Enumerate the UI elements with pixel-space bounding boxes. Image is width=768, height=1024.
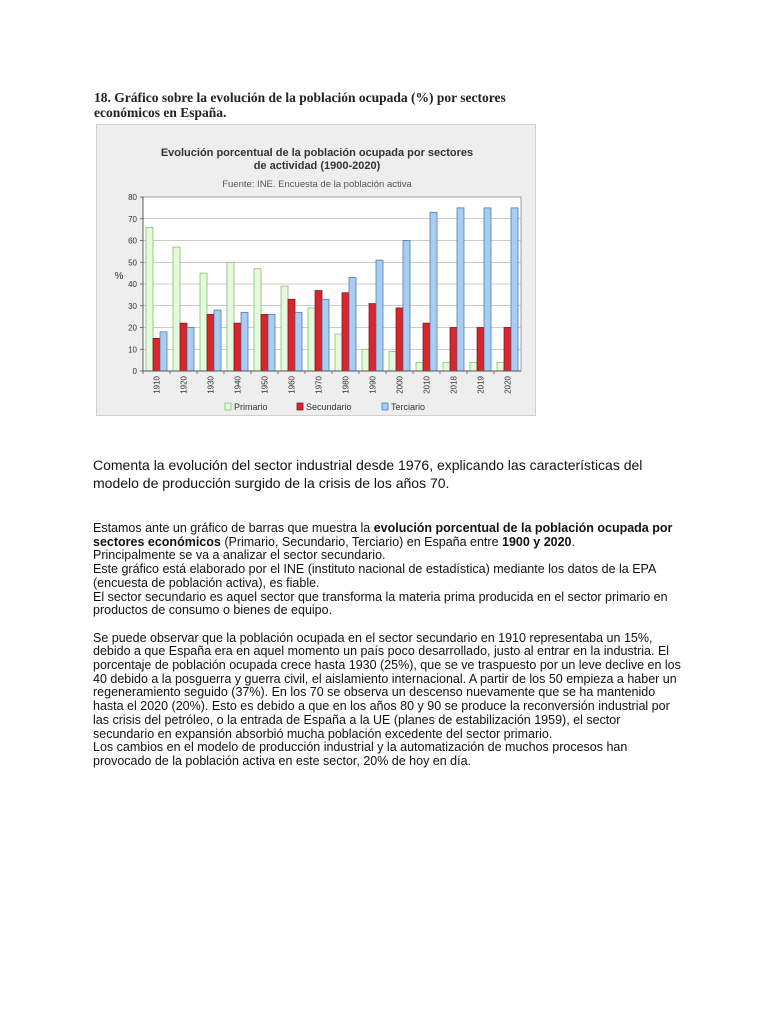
bar-terciario-1980 <box>349 277 356 371</box>
chart-title-line2: de actividad (1900-2020) <box>253 160 381 172</box>
bar-terciario-2000 <box>403 241 410 372</box>
bar-primario-1910 <box>146 227 153 371</box>
bar-terciario-1920 <box>187 328 194 372</box>
x-tick-label-1920: 1920 <box>179 376 189 394</box>
figure-heading: 18. Gráfico sobre la evolución de la población ocupada (%) por sectores económicos en España. <box>94 90 506 120</box>
legend-label-secundario: Secundario <box>306 402 352 412</box>
x-tick-label-1930: 1930 <box>206 376 216 394</box>
x-tick-label-2000: 2000 <box>395 376 405 394</box>
bar-primario-1930 <box>200 273 207 371</box>
y-tick-label-80: 80 <box>128 193 137 202</box>
bar-primario-2019 <box>470 362 477 371</box>
answer-intro-text-e: . <box>571 534 575 549</box>
x-tick-label-1980: 1980 <box>341 376 351 394</box>
answer-body <box>93 522 683 769</box>
bar-terciario-1940 <box>241 312 248 371</box>
y-tick-label-70: 70 <box>128 214 137 224</box>
y-tick-label-40: 40 <box>128 280 137 289</box>
bar-secundario-2010 <box>423 323 430 371</box>
y-tick-label-0: 0 <box>132 367 137 376</box>
bar-secundario-1930 <box>207 314 214 371</box>
bar-secundario-2020 <box>504 328 511 372</box>
bar-secundario-1920 <box>180 323 187 371</box>
bar-terciario-2018 <box>457 208 464 371</box>
bar-secundario-1910 <box>153 338 160 371</box>
bar-primario-1970 <box>308 308 315 371</box>
x-tick-label-2010: 2010 <box>422 376 432 394</box>
chart-panel <box>96 124 536 416</box>
x-tick-label-1990: 1990 <box>368 376 378 394</box>
bar-primario-2000 <box>389 351 396 371</box>
bar-terciario-1950 <box>268 314 275 371</box>
legend-label-terciario: Terciario <box>391 402 426 412</box>
bar-terciario-1930 <box>214 310 221 371</box>
bar-terciario-1970 <box>322 299 329 371</box>
bar-primario-1990 <box>362 349 369 371</box>
bar-primario-2018 <box>443 362 450 371</box>
answer-paragraph-definition: El sector secundario es aquel sector que transforma la materia prima producida en el sector primario en productos de consumo o bienes de equipo. <box>93 589 668 618</box>
bar-terciario-2010 <box>430 212 437 371</box>
x-tick-label-1910: 1910 <box>152 376 162 394</box>
answer-intro-text-c: (Primario, Secundario, Terciario) en España entre <box>220 534 502 549</box>
question-text: Comenta la evolución del sector industrial desde 1976, explicando las características del modelo de producción surgido de la crisis de los años 70. <box>93 457 643 491</box>
legend <box>225 402 425 412</box>
bar-primario-1920 <box>173 247 180 371</box>
bar-terciario-2020 <box>511 208 518 371</box>
bar-secundario-1940 <box>234 323 241 371</box>
legend-swatch-primario <box>225 403 231 410</box>
answer-intro-bold-years: 1900 y 2020 <box>502 534 572 549</box>
bar-primario-1980 <box>335 334 342 371</box>
bar-terciario-1990 <box>376 260 383 371</box>
x-tick-label-1960: 1960 <box>287 376 297 394</box>
bar-secundario-1970 <box>315 291 322 371</box>
x-tick-label-2018: 2018 <box>449 376 459 394</box>
answer-paragraph-focus: Principalmente se va a analizar el sector secundario. <box>93 548 386 563</box>
bar-terciario-2019 <box>484 208 491 371</box>
x-tick-label-2020: 2020 <box>503 376 513 394</box>
legend-label-primario: Primario <box>234 402 268 412</box>
answer-paragraph-analysis: Se puede observar que la población ocupada en el sector secundario en 1910 representaba un 15%, debido a que España era en aquel momento un país poco desarrollado, justo al entrar en la industria. El porcentaje de población ocupada crece hasta 1930 (25%), que se ve traspuesto por un leve declive en los 40 debido a la posguerra y guerra civil, el aislamiento internacional. A partir de los 50 empieza a haber un regeneramiento seguido (37%). En los 70 se observa un descenso nuevamente que se ha mantenido hasta el 2020 (20%). Esto es debido a que en los años 80 y 90 se produce la reconversión industrial por las crisis del petróleo, o la entrada de España a la UE (planes de estabilización 1959), el sector secundario en expansión absorbió mucha población excedente del sector primario. <box>93 630 681 741</box>
legend-swatch-secundario <box>297 403 303 410</box>
y-tick-label-30: 30 <box>128 301 137 311</box>
bar-secundario-2000 <box>396 308 403 371</box>
bar-secundario-1950 <box>261 314 268 371</box>
bar-secundario-1990 <box>369 304 376 371</box>
x-tick-label-1950: 1950 <box>260 376 270 394</box>
bar-terciario-1910 <box>160 332 167 371</box>
bar-secundario-1960 <box>288 299 295 371</box>
bar-chart <box>97 125 537 417</box>
y-axis-label: % <box>114 271 124 282</box>
chart-subtitle: Fuente: INE. Encuesta de la población activa <box>222 179 412 190</box>
answer-intro <box>93 522 683 549</box>
bar-primario-2010 <box>416 362 423 371</box>
x-tick-label-1970: 1970 <box>314 376 324 394</box>
bar-primario-1960 <box>281 286 288 371</box>
bar-primario-1940 <box>227 262 234 371</box>
chart-title-line1: Evolución porcentual de la población ocupada por sectores <box>160 147 474 159</box>
x-tick-label-1940: 1940 <box>233 376 243 394</box>
x-tick-label-2019: 2019 <box>476 376 486 394</box>
y-tick-label-10: 10 <box>128 345 137 355</box>
legend-swatch-terciario <box>382 403 388 410</box>
answer-paragraph-conclusion: Los cambios en el modelo de producción industrial y la automatización de muchos procesos han provocado de la población activa en este sector, 20% de hoy en día. <box>93 740 628 768</box>
bar-terciario-1960 <box>295 312 302 371</box>
bar-primario-1950 <box>254 269 261 371</box>
answer-intro-bold-topic: evolución porcentual de la población ocupada por sectores económicos <box>93 521 673 549</box>
y-tick-label-60: 60 <box>128 236 137 246</box>
y-tick-label-50: 50 <box>128 258 137 268</box>
y-tick-label-20: 20 <box>128 323 137 333</box>
bar-secundario-1980 <box>342 293 349 371</box>
answer-intro-text-a: Estamos ante un gráfico de barras que muestra la <box>93 521 374 535</box>
bar-primario-2020 <box>497 362 504 371</box>
answer-paragraph-source: Este gráfico está elaborado por el INE (instituto nacional de estadística) mediante los datos de la EPA (encuesta de población activa), es fiable. <box>93 562 656 590</box>
bar-secundario-2019 <box>477 328 484 372</box>
bar-secundario-2018 <box>450 328 457 372</box>
